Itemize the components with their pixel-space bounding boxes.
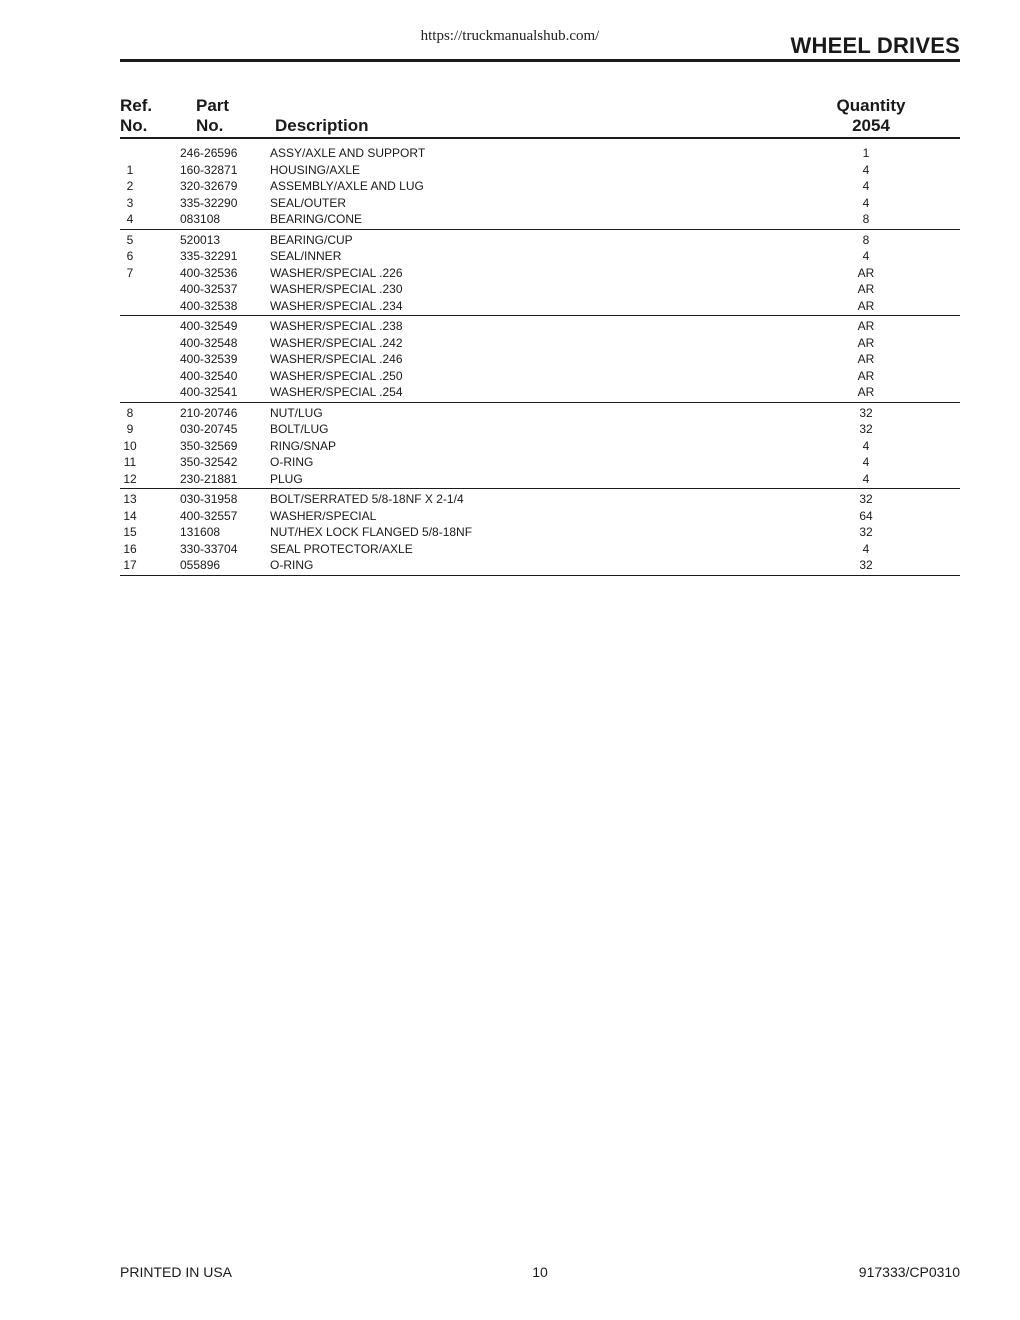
part-quantity: 32 [859, 525, 873, 539]
part-number: 400-32541 [180, 385, 238, 399]
table-row [120, 162, 960, 179]
part-description: HOUSING/AXLE [270, 162, 361, 177]
ref-number: 7 [126, 265, 134, 280]
part-number: 400-32538 [180, 298, 238, 313]
part-description: ASSY/AXLE AND SUPPORT [270, 146, 426, 160]
part-quantity: AR [857, 265, 875, 280]
section-title: WHEEL DRIVES [790, 33, 960, 58]
part-quantity: 4 [862, 162, 870, 177]
part-number: 030-20745 [180, 422, 238, 436]
part-quantity: 1 [862, 146, 870, 160]
part-description: O-RING [270, 558, 314, 572]
table-row [120, 298, 960, 315]
part-quantity: 4 [862, 438, 870, 453]
part-number: 330-33704 [180, 541, 238, 556]
part-number: 131608 [180, 525, 221, 539]
column-header-ref [120, 96, 152, 136]
part-description: PLUG [270, 471, 303, 486]
ref-number: 17 [123, 558, 137, 572]
part-description: BOLT/SERRATED 5/8-18NF X 2-1/4 [270, 492, 464, 506]
parts-group [120, 405, 960, 490]
table-row [120, 145, 960, 162]
column-header-quantity-line1: Quantity [836, 96, 906, 115]
ref-number: 13 [123, 492, 137, 506]
part-quantity: 4 [862, 179, 870, 193]
ref-number: 4 [126, 212, 134, 226]
part-quantity: 32 [859, 422, 873, 436]
part-description: WASHER/SPECIAL .242 [270, 335, 403, 350]
part-quantity: AR [857, 319, 875, 333]
ref-number: 11 [123, 455, 137, 469]
part-description: SEAL/OUTER [270, 195, 347, 210]
part-description: SEAL PROTECTOR/AXLE [270, 541, 413, 556]
part-description: BEARING/CUP [270, 232, 353, 247]
table-row [120, 335, 960, 352]
table-row [120, 454, 960, 471]
ref-number: 10 [123, 438, 137, 453]
table-row [120, 232, 960, 249]
ref-number: 1 [126, 162, 134, 177]
parts-list [120, 145, 960, 578]
footer-printed: PRINTED IN USA [120, 1264, 233, 1280]
part-number: 350-32542 [180, 455, 238, 469]
part-quantity: 32 [859, 492, 873, 506]
part-quantity: 4 [862, 471, 870, 486]
ref-number: 6 [126, 249, 134, 263]
part-description: SEAL/INNER [270, 249, 342, 263]
part-description: WASHER/SPECIAL .254 [270, 385, 403, 399]
table-row [120, 211, 960, 228]
part-number: 160-32871 [180, 162, 238, 177]
table-row [120, 318, 960, 335]
part-description: O-RING [270, 455, 314, 469]
table-row [120, 541, 960, 558]
part-quantity: AR [857, 368, 875, 383]
table-row [120, 508, 960, 525]
part-description: NUT/HEX LOCK FLANGED 5/8-18NF [270, 525, 473, 539]
column-header-quantity [826, 96, 916, 136]
table-row [120, 368, 960, 385]
part-number: 400-32548 [180, 335, 238, 350]
part-description: WASHER/SPECIAL .226 [270, 265, 403, 280]
column-header-part-line2: No. [196, 116, 224, 135]
column-header-part [196, 96, 229, 136]
part-quantity: 32 [859, 405, 873, 420]
part-description: WASHER/SPECIAL .234 [270, 298, 403, 313]
part-quantity: AR [857, 282, 875, 296]
part-quantity: AR [857, 352, 875, 366]
part-quantity: 64 [859, 508, 873, 523]
table-row [120, 524, 960, 541]
part-description: NUT/LUG [270, 405, 323, 420]
parts-group [120, 491, 960, 576]
part-number: 210-20746 [180, 405, 238, 420]
part-number: 030-31958 [180, 492, 238, 506]
part-description: WASHER/SPECIAL .250 [270, 368, 403, 383]
part-description: WASHER/SPECIAL .246 [270, 352, 403, 366]
part-quantity: AR [857, 335, 875, 350]
table-row [120, 351, 960, 368]
part-number: 230-21881 [180, 471, 238, 486]
table-row [120, 265, 960, 282]
part-quantity: AR [857, 385, 875, 399]
part-number: 320-32679 [180, 179, 238, 193]
column-header-ref-line1: Ref. [120, 96, 153, 115]
top-divider [120, 59, 960, 62]
footer-page-number: 10 [532, 1264, 548, 1280]
table-row [120, 248, 960, 265]
column-header-part-line1: Part [196, 96, 230, 115]
part-description: WASHER/SPECIAL .238 [270, 319, 403, 333]
part-description: WASHER/SPECIAL [270, 508, 377, 523]
table-row [120, 384, 960, 401]
ref-number: 16 [123, 541, 137, 556]
part-number: 400-32537 [180, 282, 238, 296]
ref-number: 15 [123, 525, 137, 539]
ref-number: 14 [123, 508, 137, 523]
part-description: WASHER/SPECIAL .230 [270, 282, 403, 296]
part-quantity: 4 [862, 195, 870, 210]
part-number: 335-32290 [180, 195, 238, 210]
part-number: 400-32536 [180, 265, 238, 280]
part-number: 400-32557 [180, 508, 238, 523]
column-header-quantity-model: 2054 [852, 116, 890, 135]
parts-group [120, 145, 960, 230]
table-row [120, 438, 960, 455]
part-number: 400-32540 [180, 368, 238, 383]
part-quantity: 4 [862, 249, 870, 263]
part-quantity: 4 [862, 541, 870, 556]
footer-doc-number: 917333/CP0310 [858, 1264, 960, 1280]
part-number: 055896 [180, 558, 221, 572]
part-quantity: 4 [862, 455, 870, 469]
part-number: 520013 [180, 232, 221, 247]
parts-group [120, 318, 960, 403]
part-description: BEARING/CONE [270, 212, 363, 226]
table-row [120, 557, 960, 574]
table-row [120, 491, 960, 508]
ref-number: 9 [126, 422, 134, 436]
ref-number: 3 [126, 195, 134, 210]
part-description: RING/SNAP [270, 438, 337, 453]
table-row [120, 421, 960, 438]
ref-number: 5 [126, 232, 134, 247]
table-row [120, 281, 960, 298]
column-header-description: Description [275, 116, 369, 135]
part-number: 246-26596 [180, 146, 238, 160]
part-number: 335-32291 [180, 249, 238, 263]
part-number: 350-32569 [180, 438, 238, 453]
table-row [120, 178, 960, 195]
part-number: 400-32549 [180, 319, 238, 333]
part-quantity: 8 [862, 212, 870, 226]
part-number: 083108 [180, 212, 221, 226]
part-description: BOLT/LUG [270, 422, 329, 436]
part-number: 400-32539 [180, 352, 238, 366]
part-quantity: AR [857, 298, 875, 313]
parts-group [120, 232, 960, 317]
part-quantity: 8 [862, 232, 870, 247]
table-row [120, 471, 960, 488]
source-url: https://truckmanualshub.com/ [420, 28, 600, 44]
part-quantity: 32 [859, 558, 873, 572]
ref-number: 8 [126, 405, 134, 420]
part-description: ASSEMBLY/AXLE AND LUG [270, 179, 424, 193]
table-row [120, 405, 960, 422]
ref-number: 12 [123, 471, 137, 486]
ref-number: 2 [126, 179, 134, 193]
table-row [120, 195, 960, 212]
column-header-ref-line2: No. [120, 116, 148, 135]
header-divider [120, 137, 960, 139]
